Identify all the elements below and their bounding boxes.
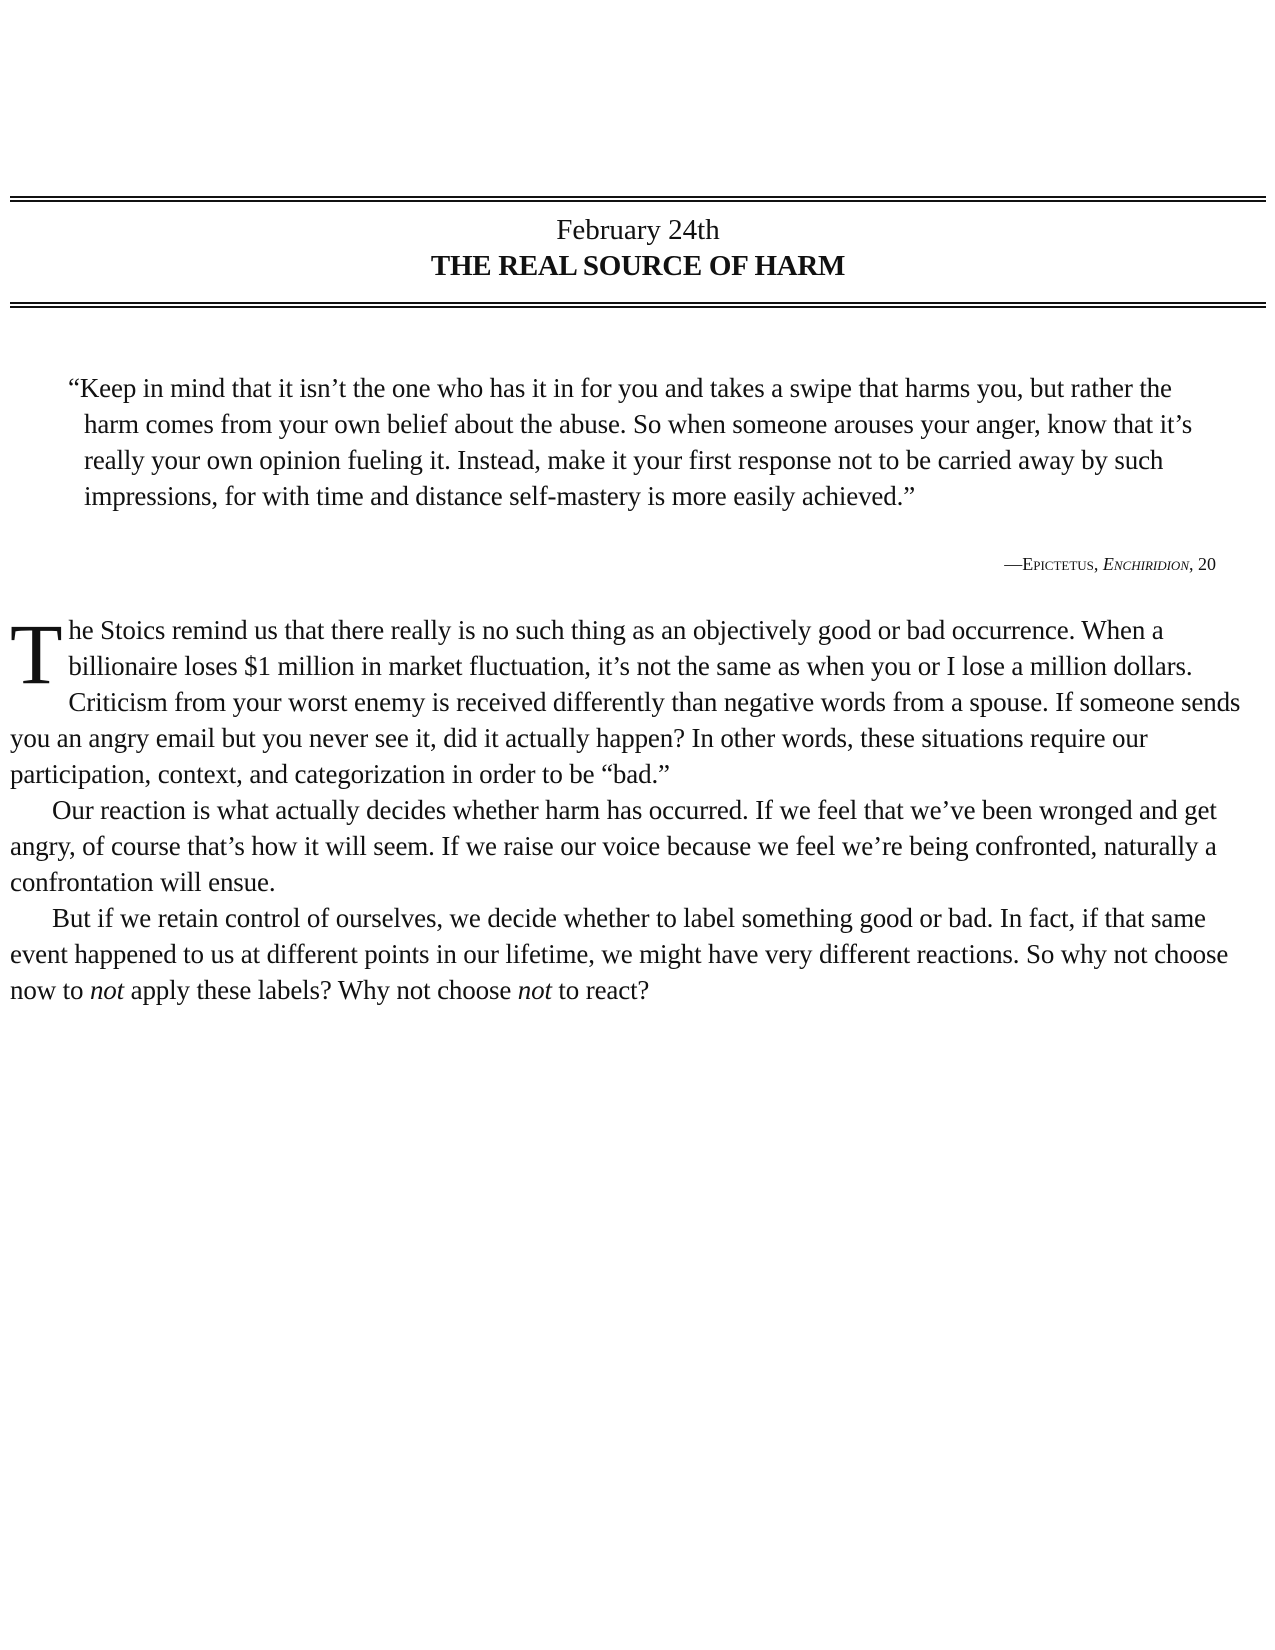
attribution-author: Epictetus (1022, 554, 1094, 574)
entry-header (10, 212, 1266, 284)
entry-date: February 24th (556, 214, 720, 246)
book-page (10, 0, 1266, 1650)
drop-cap: T (10, 606, 63, 702)
entry-body (10, 606, 1266, 1008)
emphasis-not-2: not (517, 975, 552, 1005)
body-paragraph-3 (10, 900, 1266, 1008)
attribution-separator: , (1093, 554, 1103, 574)
header-top-double-rule (10, 196, 1266, 202)
body-paragraph-1-text: he Stoics remind us that there really is no such thing as an objectively good or bad occurrence. When a billionaire loses $1 million in market fluctuation, it’s not the same as when you or I lose a million dollars. Criticism from your worst enemy is received differently than negative words from a spouse. If someone sends you an angry email but you never see it, did it actually happen? In other words, these situations require our participation, context, and categorization in order to be “bad.” (10, 615, 1241, 789)
body-paragraph-2: Our reaction is what actually decides whether harm has occurred. If we feel that we’ve been wronged and get angry, of course that’s how it will seem. If we raise our voice because we feel we’re being confronted, naturally a confrontation will ensue. (10, 795, 1217, 897)
entry-title: THE REAL SOURCE OF HARM (430, 250, 846, 282)
attribution-reference: , 20 (1189, 554, 1216, 574)
body-paragraph-1 (10, 606, 1266, 792)
epigraph-quote: “Keep in mind that it isn’t the one who has it in for you and takes a swipe that harms you, but rather the harm comes from your own belief about the abuse. So when someone arouses your anger, know that it’s really your own opinion fueling it. Instead, make it your first response not to be carried away by such impressions, for with time and distance self-mastery is more easily achieved.” (68, 373, 1193, 511)
attribution-work: Enchiridion (1102, 554, 1189, 574)
attribution-dash: — (1004, 554, 1023, 574)
epigraph-attribution (1004, 552, 1216, 576)
body-paragraph-3-text-a: But if we retain control of ourselves, we decide whether to label something good or bad. In fact, if that same event happened to us at different points in our lifetime, we might have very different reactions. So why not choose now to (10, 903, 1229, 1005)
body-paragraph-3-text-c: to react? (551, 975, 650, 1005)
body-paragraph-3-text-b: apply these labels? Why not choose (124, 975, 518, 1005)
emphasis-not-1: not (89, 975, 125, 1005)
header-bottom-double-rule (10, 302, 1266, 308)
